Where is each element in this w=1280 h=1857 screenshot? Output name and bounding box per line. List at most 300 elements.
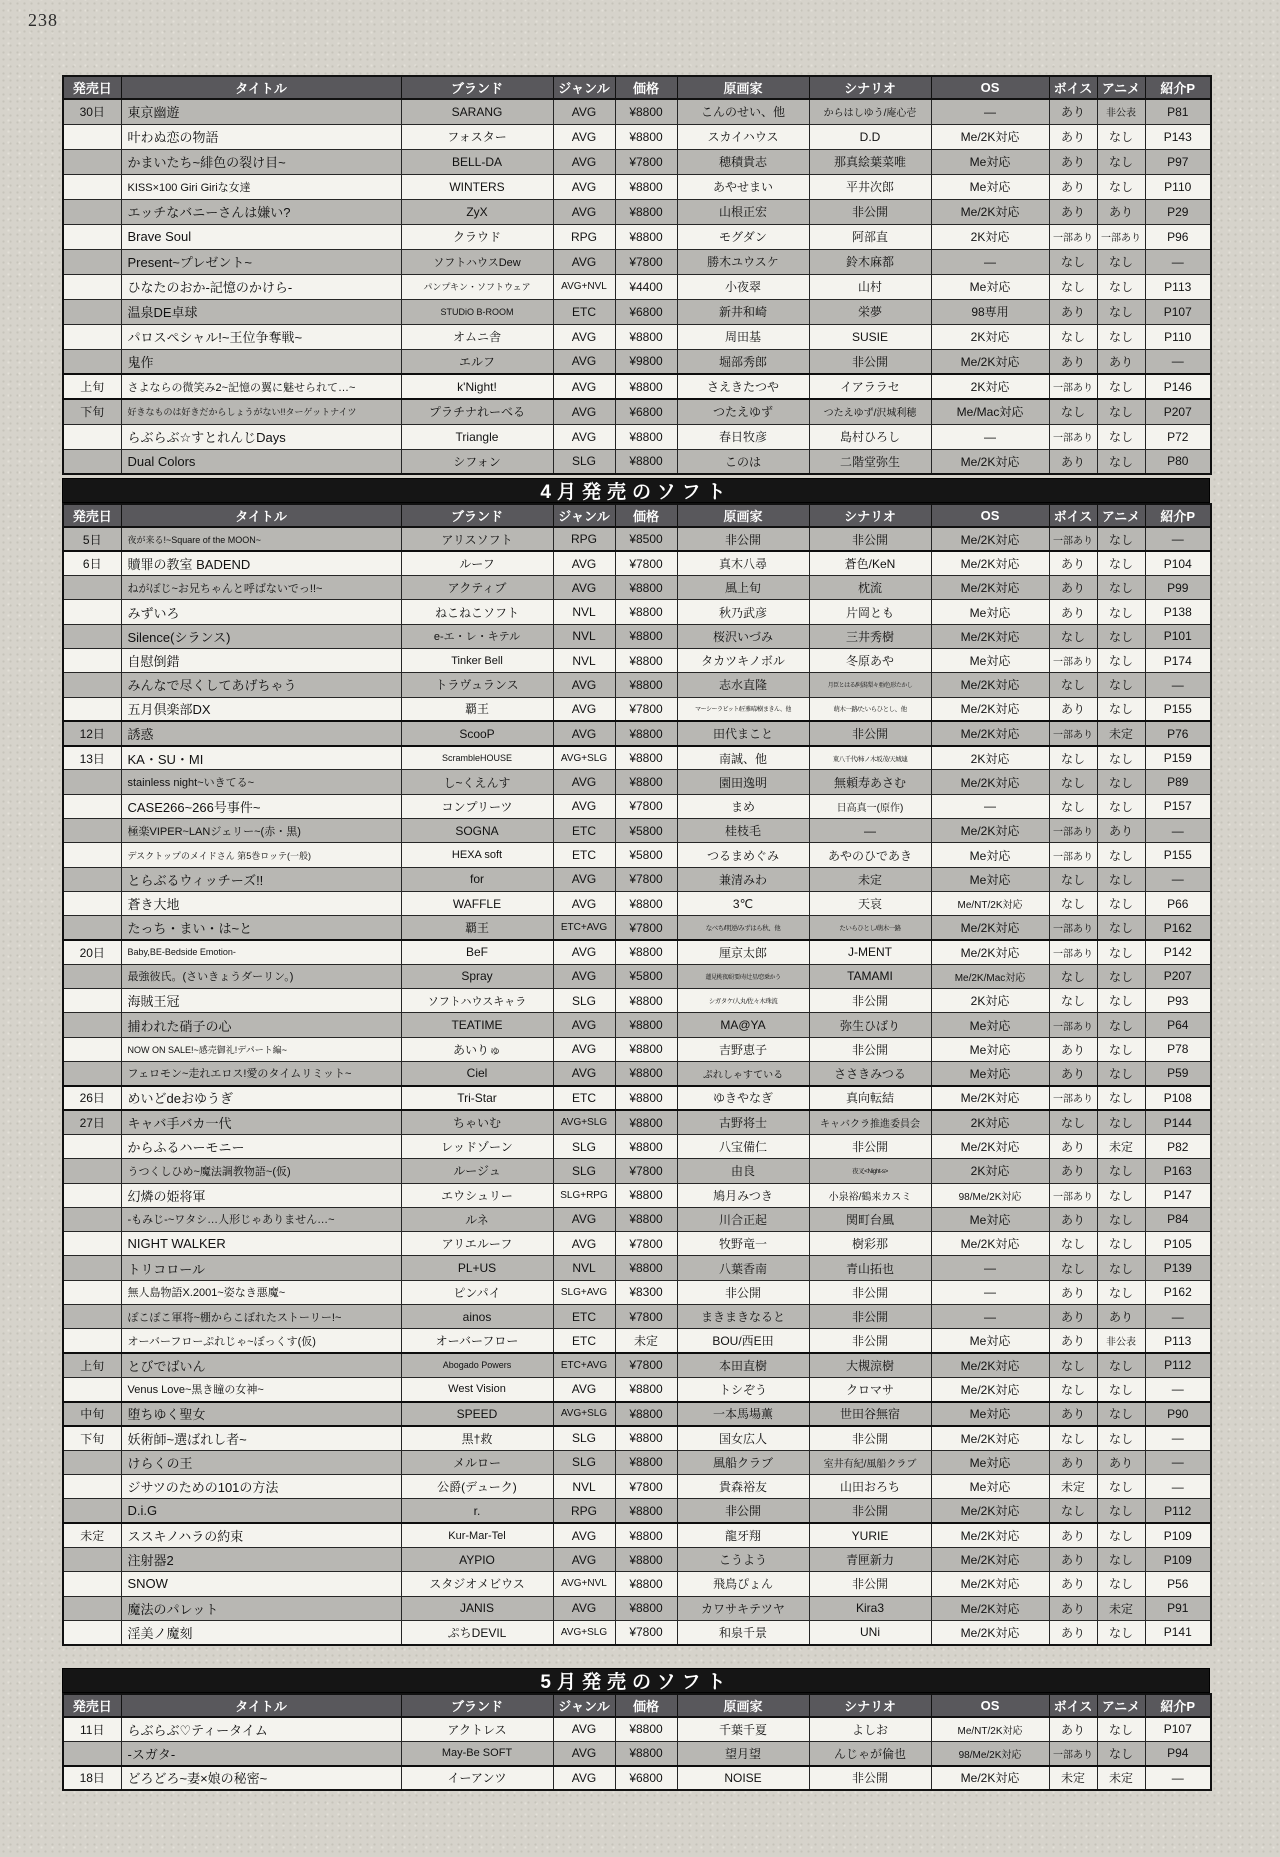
cell-date	[63, 624, 121, 648]
cell-os: Me/2K対応	[931, 1499, 1049, 1523]
table-row	[63, 1013, 1211, 1037]
table-row	[63, 1450, 1211, 1474]
cell-scenario: 島村ひろし	[809, 424, 931, 449]
cell-anime: なし	[1097, 274, 1145, 299]
cell-voice: なし	[1049, 964, 1097, 988]
cell-anime: あり	[1097, 199, 1145, 224]
cell-title: CASE266~266号事件~	[121, 794, 401, 818]
cell-price: ¥8800	[615, 940, 677, 964]
table-row	[63, 940, 1211, 964]
cell-anime: なし	[1097, 1256, 1145, 1280]
cell-genre: ETC	[553, 843, 615, 867]
cell-title: 幻燐の姫将軍	[121, 1183, 401, 1207]
cell-scenario: 枕流	[809, 576, 931, 600]
cell-os: —	[931, 1256, 1049, 1280]
cell-anime: 非公表	[1097, 1329, 1145, 1353]
cell-anime: あり	[1097, 349, 1145, 374]
cell-date	[63, 199, 121, 224]
cell-artist: 飛鳥ぴょん	[677, 1572, 809, 1596]
cell-artist: NOISE	[677, 1766, 809, 1790]
cell-date	[63, 1499, 121, 1523]
cell-title: うつくしひめ~魔法調教物語~(仮)	[121, 1159, 401, 1183]
cell-scenario: 蒼色/KeN	[809, 551, 931, 575]
cell-page: —	[1145, 1766, 1211, 1790]
cell-scenario: 非公開	[809, 1572, 931, 1596]
cell-page: P207	[1145, 399, 1211, 424]
cell-voice: なし	[1049, 770, 1097, 794]
column-header: 発売日	[63, 504, 121, 527]
cell-page: P82	[1145, 1134, 1211, 1158]
cell-voice: なし	[1049, 989, 1097, 1013]
cell-anime: なし	[1097, 1086, 1145, 1110]
cell-title: 捕われた硝子の心	[121, 1013, 401, 1037]
cell-price: ¥8800	[615, 1086, 677, 1110]
cell-voice: あり	[1049, 1402, 1097, 1426]
cell-artist: まめ	[677, 794, 809, 818]
cell-os: —	[931, 249, 1049, 274]
cell-price: ¥8800	[615, 624, 677, 648]
cell-genre: AVG	[553, 697, 615, 721]
cell-brand: May-Be SOFT	[401, 1741, 553, 1765]
table-row	[63, 449, 1211, 474]
cell-brand: SARANG	[401, 99, 553, 124]
cell-price: ¥8800	[615, 1207, 677, 1231]
cell-price: ¥8800	[615, 891, 677, 915]
table-row	[63, 174, 1211, 199]
cell-price: ¥8800	[615, 224, 677, 249]
cell-anime: なし	[1097, 551, 1145, 575]
table-row	[63, 721, 1211, 745]
cell-price: ¥7800	[615, 794, 677, 818]
table-row	[63, 1353, 1211, 1377]
cell-price: ¥6800	[615, 1766, 677, 1790]
cell-page: P113	[1145, 1329, 1211, 1353]
cell-anime: なし	[1097, 794, 1145, 818]
cell-os: Me/2K対応	[931, 1523, 1049, 1547]
cell-voice: あり	[1049, 174, 1097, 199]
cell-page: —	[1145, 1305, 1211, 1329]
table-row	[63, 819, 1211, 843]
cell-price: ¥8800	[615, 1256, 677, 1280]
cell-title: Silence(シランス)	[121, 624, 401, 648]
cell-anime: なし	[1097, 624, 1145, 648]
cell-title: 堕ちゆく聖女	[121, 1402, 401, 1426]
cell-title: -もみじ-~ワタシ…人形じゃありません…~	[121, 1207, 401, 1231]
cell-os: Me対応	[931, 867, 1049, 891]
cell-os: Me/2K対応	[931, 916, 1049, 940]
cell-page: P81	[1145, 99, 1211, 124]
cell-scenario: 小泉裕/鶴来カスミ	[809, 1183, 931, 1207]
cell-title: SNOW	[121, 1572, 401, 1596]
cell-brand: 覇王	[401, 916, 553, 940]
cell-price: ¥8800	[615, 1377, 677, 1401]
column-header: 紹介P	[1145, 504, 1211, 527]
release-table	[62, 1693, 1212, 1791]
cell-price: ¥8800	[615, 449, 677, 474]
cell-anime: なし	[1097, 1475, 1145, 1499]
cell-title: Venus Love~黒き瞳の女神~	[121, 1377, 401, 1401]
cell-date	[63, 1062, 121, 1086]
cell-date: 11日	[63, 1717, 121, 1741]
cell-os: 2K対応	[931, 374, 1049, 399]
cell-price: ¥8500	[615, 527, 677, 551]
table-row	[63, 1329, 1211, 1353]
cell-title: 蒼き大地	[121, 891, 401, 915]
cell-anime: 未定	[1097, 1766, 1145, 1790]
cell-anime: なし	[1097, 1159, 1145, 1183]
cell-date: 未定	[63, 1523, 121, 1547]
cell-page: P109	[1145, 1523, 1211, 1547]
column-header: OS	[931, 76, 1049, 99]
cell-title: ススキノハラの約束	[121, 1523, 401, 1547]
column-header: ジャンル	[553, 1694, 615, 1717]
cell-title: 叶わぬ恋の物語	[121, 124, 401, 149]
cell-date	[63, 1207, 121, 1231]
cell-title: 誘惑	[121, 721, 401, 745]
cell-scenario: からはしゆう/庵心壱	[809, 99, 931, 124]
cell-artist: 貴森裕友	[677, 1475, 809, 1499]
table-row	[63, 1062, 1211, 1086]
cell-anime: なし	[1097, 449, 1145, 474]
cell-genre: AVG	[553, 1377, 615, 1401]
cell-scenario: 日高真一(原作)	[809, 794, 931, 818]
cell-artist: 厘京太郎	[677, 940, 809, 964]
table-row	[63, 224, 1211, 249]
cell-page: P80	[1145, 449, 1211, 474]
cell-artist: シガタケ/人丸/佐々木珠流	[677, 989, 809, 1013]
release-table-march	[62, 75, 1210, 475]
cell-page: P109	[1145, 1547, 1211, 1571]
cell-title: エッチなバニーさんは嫌い?	[121, 199, 401, 224]
cell-title: NIGHT WALKER	[121, 1232, 401, 1256]
table-row	[63, 1475, 1211, 1499]
cell-title: けらくの王	[121, 1450, 401, 1474]
cell-genre: AVG	[553, 721, 615, 745]
table-row	[63, 1766, 1211, 1790]
cell-anime: なし	[1097, 891, 1145, 915]
cell-page: P112	[1145, 1499, 1211, 1523]
cell-os: Me/2K対応	[931, 697, 1049, 721]
cell-genre: ETC	[553, 1329, 615, 1353]
cell-brand: ScrambleHOUSE	[401, 746, 553, 770]
cell-voice: 未定	[1049, 1475, 1097, 1499]
cell-title: 魔法のパレット	[121, 1596, 401, 1620]
cell-price: ¥8800	[615, 576, 677, 600]
cell-price: ¥8800	[615, 374, 677, 399]
cell-title: たっち・まい・は~と	[121, 916, 401, 940]
cell-voice: なし	[1049, 746, 1097, 770]
cell-voice: なし	[1049, 673, 1097, 697]
cell-title: Present~プレゼント~	[121, 249, 401, 274]
cell-artist: このは	[677, 449, 809, 474]
table-row	[63, 99, 1211, 124]
cell-title: どろどろ~妻×娘の秘密~	[121, 1766, 401, 1790]
cell-genre: AVG	[553, 349, 615, 374]
column-header: 紹介P	[1145, 1694, 1211, 1717]
cell-page: P84	[1145, 1207, 1211, 1231]
table-row	[63, 867, 1211, 891]
table-row	[63, 1499, 1211, 1523]
cell-page: —	[1145, 1450, 1211, 1474]
table-row	[63, 673, 1211, 697]
cell-voice: なし	[1049, 794, 1097, 818]
cell-genre: AVG	[553, 1232, 615, 1256]
cell-scenario: 非公開	[809, 1499, 931, 1523]
cell-page: P76	[1145, 721, 1211, 745]
cell-scenario: 非公開	[809, 527, 931, 551]
cell-title: パロスペシャル!~王位争奪戦~	[121, 324, 401, 349]
cell-genre: ETC+AVG	[553, 916, 615, 940]
cell-scenario: 未定	[809, 867, 931, 891]
cell-title: ぽこぽこ軍将~棚からこぼれたストーリー!~	[121, 1305, 401, 1329]
cell-genre: AVG	[553, 1741, 615, 1765]
cell-artist: 山根正宏	[677, 199, 809, 224]
cell-title: 自慰倒錯	[121, 648, 401, 672]
cell-artist: こんのせい、他	[677, 99, 809, 124]
cell-title: みんなで尽くしてあげちゃう	[121, 673, 401, 697]
table-row	[63, 1596, 1211, 1620]
cell-title: 夜が来る!~Square of the MOON~	[121, 527, 401, 551]
cell-anime: 一部あり	[1097, 224, 1145, 249]
cell-scenario: たいらひとし/萌木一路	[809, 916, 931, 940]
cell-os: Me/2K対応	[931, 551, 1049, 575]
cell-scenario: 青山拓也	[809, 1256, 931, 1280]
cell-genre: AVG	[553, 324, 615, 349]
cell-brand: BeF	[401, 940, 553, 964]
column-header: 原画家	[677, 1694, 809, 1717]
cell-brand: Spray	[401, 964, 553, 988]
cell-anime: 未定	[1097, 721, 1145, 745]
cell-brand: WINTERS	[401, 174, 553, 199]
cell-title: かまいたち~緋色の裂け目~	[121, 149, 401, 174]
cell-anime: なし	[1097, 770, 1145, 794]
cell-title: 海賊王冠	[121, 989, 401, 1013]
table-row	[63, 199, 1211, 224]
cell-scenario: 非公開	[809, 1134, 931, 1158]
cell-page: P99	[1145, 576, 1211, 600]
cell-date: 27日	[63, 1110, 121, 1134]
cell-page: P56	[1145, 1572, 1211, 1596]
cell-anime: なし	[1097, 576, 1145, 600]
cell-scenario: んじゃが倫也	[809, 1741, 931, 1765]
cell-artist: 八宝備仁	[677, 1134, 809, 1158]
cell-date: 26日	[63, 1086, 121, 1110]
cell-artist: 新井和崎	[677, 299, 809, 324]
cell-os: Me/2K対応	[931, 940, 1049, 964]
cell-title: 五月倶楽部DX	[121, 697, 401, 721]
cell-brand: BELL-DA	[401, 149, 553, 174]
cell-os: —	[931, 424, 1049, 449]
cell-date	[63, 1232, 121, 1256]
cell-anime: なし	[1097, 673, 1145, 697]
cell-brand: for	[401, 867, 553, 891]
cell-voice: あり	[1049, 576, 1097, 600]
cell-brand: クラウド	[401, 224, 553, 249]
cell-brand: アクティブ	[401, 576, 553, 600]
cell-date	[63, 299, 121, 324]
cell-date	[63, 891, 121, 915]
cell-anime: なし	[1097, 916, 1145, 940]
cell-page: P138	[1145, 600, 1211, 624]
column-header: タイトル	[121, 1694, 401, 1717]
cell-page: —	[1145, 1475, 1211, 1499]
cell-brand: ルージュ	[401, 1159, 553, 1183]
cell-voice: あり	[1049, 99, 1097, 124]
cell-os: Me対応	[931, 1475, 1049, 1499]
table-row	[63, 249, 1211, 274]
cell-date	[63, 349, 121, 374]
cell-price: ¥8800	[615, 424, 677, 449]
column-header: ジャンル	[553, 504, 615, 527]
column-header: ジャンル	[553, 76, 615, 99]
cell-date	[63, 843, 121, 867]
cell-price: ¥8800	[615, 1426, 677, 1450]
cell-brand: Kur-Mar-Tel	[401, 1523, 553, 1547]
cell-brand: オーバーフロー	[401, 1329, 553, 1353]
cell-genre: AVG	[553, 1523, 615, 1547]
cell-voice: なし	[1049, 1499, 1097, 1523]
cell-os: 98/Me/2K対応	[931, 1741, 1049, 1765]
cell-voice: あり	[1049, 1572, 1097, 1596]
table-row	[63, 1134, 1211, 1158]
cell-os: Me/Mac対応	[931, 399, 1049, 424]
cell-date: 上旬	[63, 1353, 121, 1377]
table-row	[63, 843, 1211, 867]
cell-anime: なし	[1097, 989, 1145, 1013]
cell-anime: なし	[1097, 697, 1145, 721]
cell-voice: 一部あり	[1049, 224, 1097, 249]
cell-title: キャバ手バカ一代	[121, 1110, 401, 1134]
cell-brand: ルーフ	[401, 551, 553, 575]
cell-voice: 一部あり	[1049, 843, 1097, 867]
cell-artist: 非公開	[677, 1280, 809, 1304]
cell-page: —	[1145, 249, 1211, 274]
cell-voice: 一部あり	[1049, 1086, 1097, 1110]
cell-voice: なし	[1049, 624, 1097, 648]
cell-artist: 古野将士	[677, 1110, 809, 1134]
cell-voice: あり	[1049, 1037, 1097, 1061]
cell-price: ¥8800	[615, 174, 677, 199]
cell-genre: SLG	[553, 1134, 615, 1158]
cell-price: ¥8800	[615, 1402, 677, 1426]
cell-scenario: 非公開	[809, 1426, 931, 1450]
cell-genre: AVG+SLG	[553, 1110, 615, 1134]
cell-genre: AVG	[553, 399, 615, 424]
release-table-may	[62, 1668, 1210, 1791]
cell-voice: あり	[1049, 551, 1097, 575]
cell-genre: AVG	[553, 576, 615, 600]
cell-date	[63, 600, 121, 624]
cell-date: 下旬	[63, 399, 121, 424]
cell-artist: トシぞう	[677, 1377, 809, 1401]
cell-scenario: 平井次郎	[809, 174, 931, 199]
cell-price: ¥7800	[615, 551, 677, 575]
cell-anime: なし	[1097, 1110, 1145, 1134]
table-row	[63, 1037, 1211, 1061]
column-header: アニメ	[1097, 504, 1145, 527]
cell-date: 6日	[63, 551, 121, 575]
cell-os: Me/2K対応	[931, 1377, 1049, 1401]
cell-voice: あり	[1049, 1207, 1097, 1231]
column-header: アニメ	[1097, 76, 1145, 99]
cell-os: 2K対応	[931, 746, 1049, 770]
cell-title: 東京幽遊	[121, 99, 401, 124]
column-header: シナリオ	[809, 1694, 931, 1717]
cell-genre: AVG+SLG	[553, 746, 615, 770]
table-row	[63, 794, 1211, 818]
table-row	[63, 1572, 1211, 1596]
cell-scenario: 関町台風	[809, 1207, 931, 1231]
cell-brand: SPEED	[401, 1402, 553, 1426]
cell-anime: なし	[1097, 1402, 1145, 1426]
cell-brand: ちゃいむ	[401, 1110, 553, 1134]
cell-brand: オムニ舎	[401, 324, 553, 349]
cell-brand: k'Night!	[401, 374, 553, 399]
cell-genre: SLG+RPG	[553, 1183, 615, 1207]
release-table	[62, 503, 1212, 1646]
cell-price: ¥8800	[615, 989, 677, 1013]
cell-brand: STUDiO B-ROOM	[401, 299, 553, 324]
cell-artist: つるまめぐみ	[677, 843, 809, 867]
cell-anime: なし	[1097, 648, 1145, 672]
cell-anime: なし	[1097, 399, 1145, 424]
cell-brand: ピンパイ	[401, 1280, 553, 1304]
cell-anime: なし	[1097, 1572, 1145, 1596]
cell-os: Me/2K対応	[931, 1086, 1049, 1110]
cell-os: Me対応	[931, 149, 1049, 174]
cell-genre: ETC	[553, 299, 615, 324]
cell-os: —	[931, 1305, 1049, 1329]
cell-price: ¥4400	[615, 274, 677, 299]
cell-page: P101	[1145, 624, 1211, 648]
cell-scenario: 阿部直	[809, 224, 931, 249]
cell-genre: AVG	[553, 770, 615, 794]
table-row	[63, 124, 1211, 149]
cell-artist: 千葉千夏	[677, 1717, 809, 1741]
cell-title: 温泉DE卓球	[121, 299, 401, 324]
column-header: アニメ	[1097, 1694, 1145, 1717]
cell-brand: エウシュリー	[401, 1183, 553, 1207]
cell-os: Me対応	[931, 1013, 1049, 1037]
cell-voice: なし	[1049, 274, 1097, 299]
table-row	[63, 149, 1211, 174]
cell-scenario: D.D	[809, 124, 931, 149]
cell-page: P157	[1145, 794, 1211, 818]
cell-date: 中旬	[63, 1402, 121, 1426]
cell-date	[63, 149, 121, 174]
cell-title: ねがぽじ~お兄ちゃんと呼ばないでっ!!~	[121, 576, 401, 600]
cell-genre: RPG	[553, 224, 615, 249]
cell-artist: カワサキテツヤ	[677, 1596, 809, 1620]
cell-price: ¥7800	[615, 916, 677, 940]
column-header: OS	[931, 1694, 1049, 1717]
column-header: ブランド	[401, 504, 553, 527]
cell-voice: あり	[1049, 1450, 1097, 1474]
cell-anime: なし	[1097, 1353, 1145, 1377]
cell-voice: あり	[1049, 1329, 1097, 1353]
cell-page: P107	[1145, 299, 1211, 324]
table-row	[63, 746, 1211, 770]
cell-brand: ねこねこソフト	[401, 600, 553, 624]
header-row	[63, 504, 1211, 527]
cell-page: P90	[1145, 1402, 1211, 1426]
cell-page: P110	[1145, 324, 1211, 349]
cell-title: ひなたのおか-記憶のかけら-	[121, 274, 401, 299]
cell-price: ¥8800	[615, 1572, 677, 1596]
cell-brand: ZyX	[401, 199, 553, 224]
cell-anime: なし	[1097, 600, 1145, 624]
cell-genre: ETC	[553, 819, 615, 843]
